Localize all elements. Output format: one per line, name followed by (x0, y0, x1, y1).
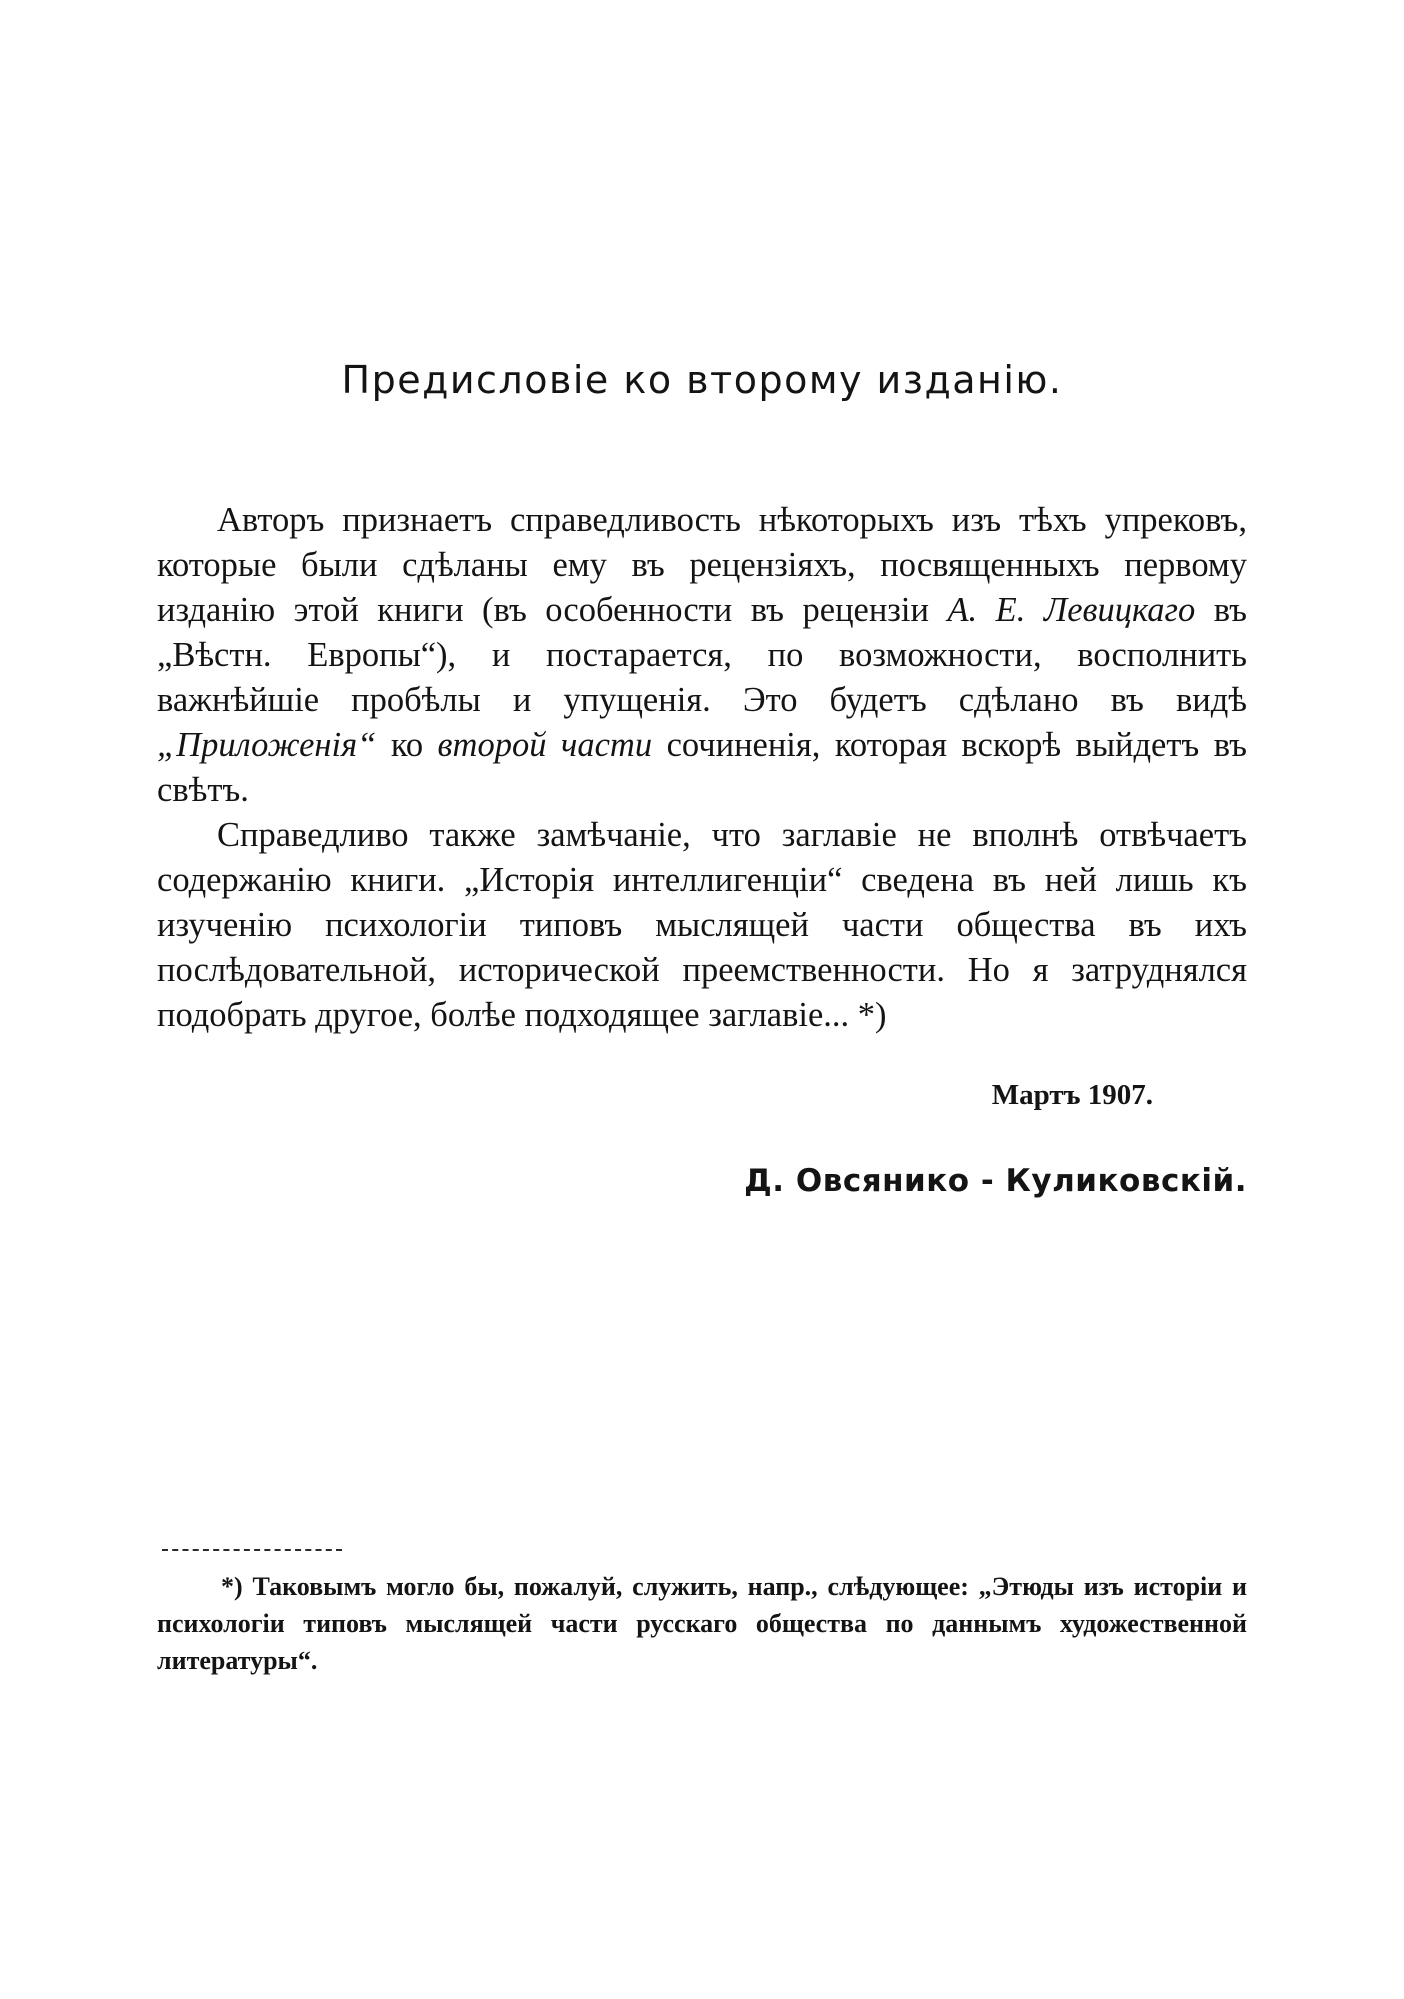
paragraph-1-part-2: въ „Вѣстн. Европы“), и постарается, по возможности, восполнить важнѣйшіе пробѣлы и упущенія. Это будетъ сдѣлано въ видѣ (157, 591, 1247, 719)
paragraph-1-part-1: Авторъ признаетъ справедливость нѣкоторыхъ изъ тѣхъ упрековъ, которые были сдѣланы ему въ рецензіяхъ, посвященныхъ первому изданію этой книги (въ особенности въ рецензіи (157, 501, 1247, 629)
author-signature: Д. Овсянико - Куликовскій. (744, 1163, 1247, 1199)
preface-date: Мартъ 1907. (991, 1079, 1153, 1111)
second-part-italic: второй части (437, 726, 653, 764)
author-name-italic: А. Е. Левицкаго (947, 591, 1196, 629)
paragraph-2: Справедливо также замѣчаніе, что заглавіе не вполнѣ отвѣчаетъ содержанію книги. „Исторія интеллигенціи“ сведена въ ней лишь къ изученію психологіи типовъ мыслящей части общества въ ихъ послѣдовательной, исторической преемственности. Но я затруднялся подобрать другое, болѣе подходящее заглавіе... *) (157, 816, 1247, 1034)
footnote-divider (162, 1549, 342, 1551)
paragraph-1-part-4: сочиненія, которая вскорѣ выйдетъ въ свѣтъ. (157, 726, 1247, 809)
appendix-italic: „Приложенія“ (157, 726, 377, 764)
paragraph-1 (157, 498, 1247, 813)
paragraph-1-part-3: ко (376, 726, 438, 764)
preface-body (157, 498, 1247, 1038)
page-title: Предисловіе ко второму изданію. (341, 358, 1063, 402)
footnote: *) Таковымъ могло бы, пожалуй, служить, напр., слѣдующее: „Этюды изъ исторіи и психологіи типовъ мыслящей части русскаго общества по даннымъ художественной литературы“. (157, 1572, 1247, 1675)
